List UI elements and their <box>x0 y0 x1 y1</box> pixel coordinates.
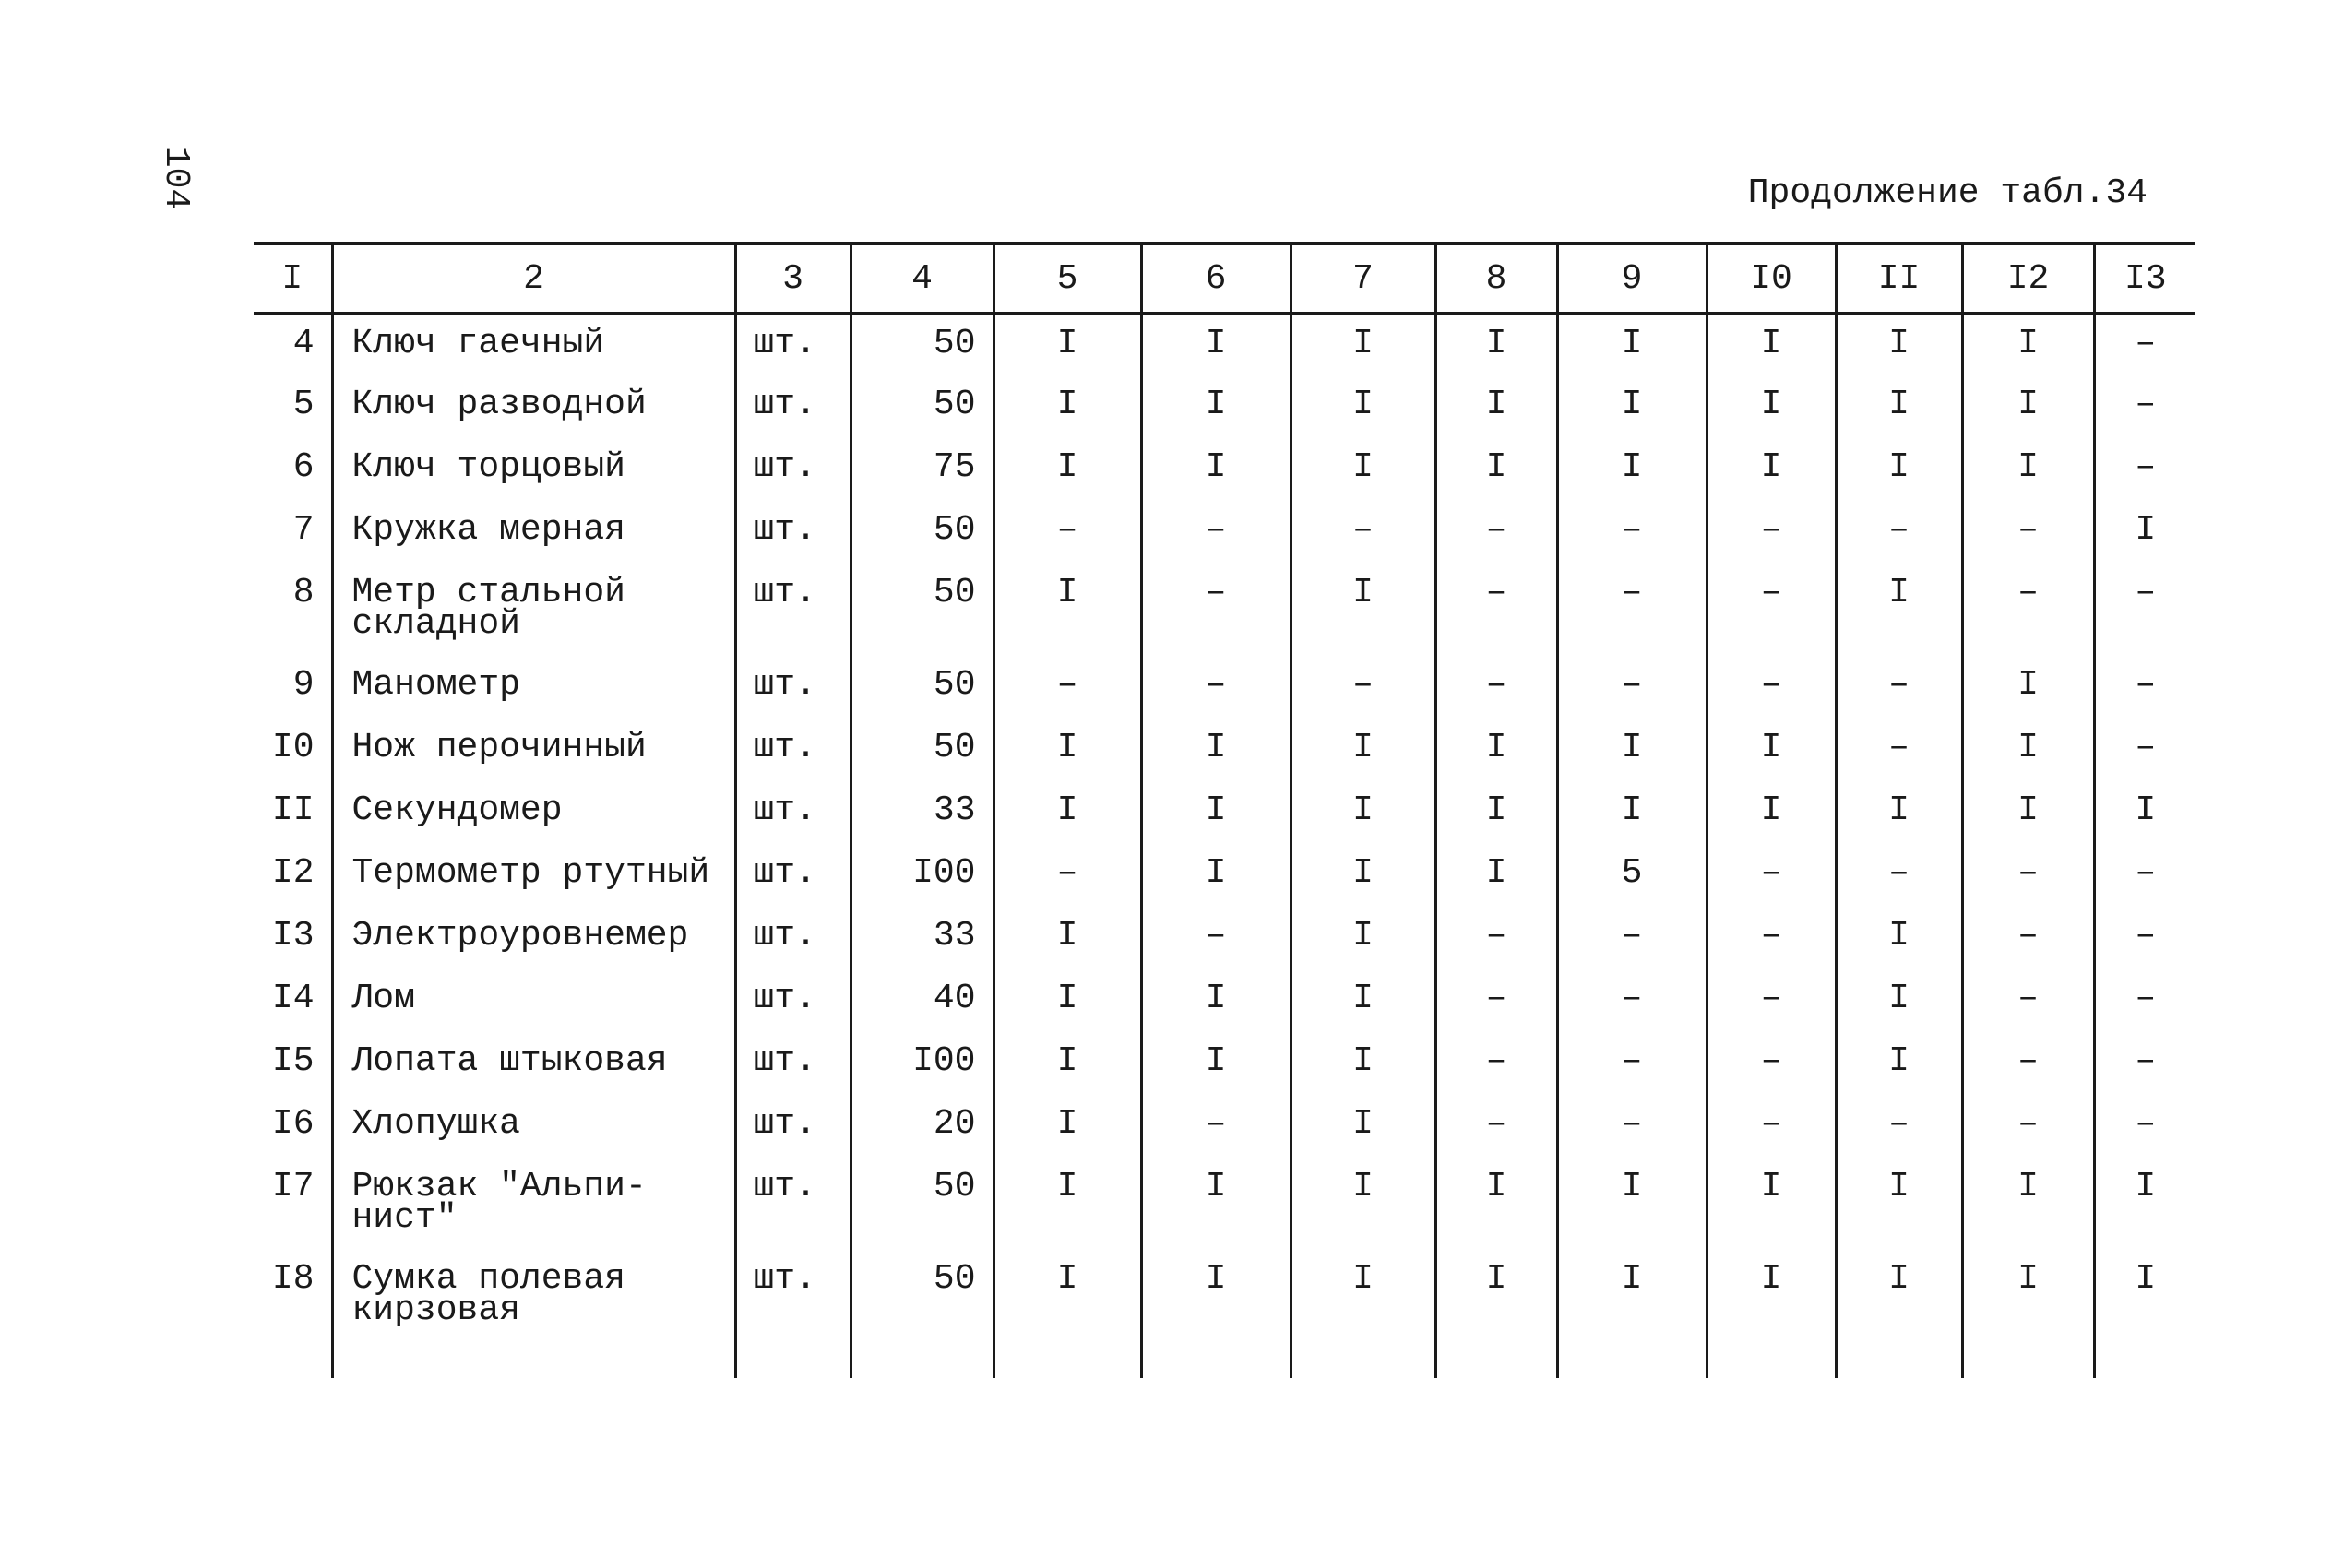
value-cell: I <box>1707 1251 1836 1378</box>
value-cell: I <box>1435 782 1557 845</box>
column-header: I3 <box>2094 244 2195 314</box>
table-row <box>254 502 2195 564</box>
column-header: 5 <box>993 244 1141 314</box>
item-name: Лом <box>332 970 735 1033</box>
unit-cell: шт. <box>735 782 851 845</box>
value-cell: I <box>1962 1158 2094 1251</box>
unit-cell: шт. <box>735 719 851 782</box>
quantity-cell: 40 <box>851 970 993 1033</box>
value-cell: I <box>1291 908 1435 970</box>
value-cell: – <box>1141 908 1291 970</box>
quantity-cell: 50 <box>851 719 993 782</box>
value-cell: I <box>993 564 1141 657</box>
quantity-cell: I00 <box>851 845 993 908</box>
value-cell: – <box>1141 657 1291 719</box>
column-header: 6 <box>1141 244 1291 314</box>
value-cell: – <box>1435 502 1557 564</box>
value-cell: – <box>1707 657 1836 719</box>
value-cell: – <box>1435 657 1557 719</box>
value-cell: – <box>1962 1033 2094 1096</box>
item-name: Лопата штыковая <box>332 1033 735 1096</box>
value-cell: I <box>1291 1096 1435 1158</box>
item-name: Рюкзак "Альпи-нист" <box>332 1158 735 1251</box>
value-cell: I <box>1141 376 1291 439</box>
value-cell: I <box>1141 1251 1291 1378</box>
value-cell: I <box>1962 376 2094 439</box>
value-cell: I <box>1836 376 1962 439</box>
column-header: II <box>1836 244 1962 314</box>
value-cell: I <box>1557 376 1707 439</box>
value-cell: – <box>993 502 1141 564</box>
value-cell: – <box>2094 970 2195 1033</box>
row-number: I6 <box>271 1104 315 1144</box>
table-row <box>254 845 2195 908</box>
column-header: I0 <box>1707 244 1836 314</box>
value-cell: – <box>1707 845 1836 908</box>
row-number: I5 <box>271 1041 315 1081</box>
column-header: 9 <box>1557 244 1707 314</box>
unit-cell: шт. <box>735 1033 851 1096</box>
value-cell: I <box>1141 970 1291 1033</box>
value-cell: I <box>1962 657 2094 719</box>
value-cell: I <box>1291 439 1435 502</box>
column-header: 7 <box>1291 244 1435 314</box>
column-header: I <box>281 258 303 299</box>
row-number: I2 <box>271 853 315 893</box>
value-cell: I <box>1291 1158 1435 1251</box>
value-cell: I <box>1707 719 1836 782</box>
value-cell: I <box>1557 719 1707 782</box>
table-row <box>254 970 2195 1033</box>
table-row <box>254 314 2195 376</box>
quantity-cell: 50 <box>851 564 993 657</box>
value-cell: I <box>1962 719 2094 782</box>
table-row <box>254 439 2195 502</box>
value-cell: I <box>1291 376 1435 439</box>
value-cell: – <box>1707 1096 1836 1158</box>
value-cell: I <box>1836 439 1962 502</box>
column-header: 4 <box>851 244 993 314</box>
table-row <box>254 782 2195 845</box>
value-cell: I <box>1435 1251 1557 1378</box>
row-number: 7 <box>292 510 315 550</box>
value-cell: – <box>2094 657 2195 719</box>
value-cell: I <box>1141 845 1291 908</box>
value-cell: I <box>993 314 1141 376</box>
table-row <box>254 1158 2195 1251</box>
value-cell: I <box>1962 1251 2094 1378</box>
value-cell: I <box>993 719 1141 782</box>
value-cell: – <box>1707 502 1836 564</box>
value-cell: – <box>2094 908 2195 970</box>
value-cell: I <box>2094 502 2195 564</box>
quantity-cell: 50 <box>851 376 993 439</box>
value-cell: I <box>1557 314 1707 376</box>
value-cell: – <box>2094 1033 2195 1096</box>
row-number: 9 <box>292 665 315 705</box>
value-cell: I <box>1291 1251 1435 1378</box>
value-cell: I <box>1291 845 1435 908</box>
item-name: Хлопушка <box>332 1096 735 1158</box>
value-cell: I <box>1557 1251 1707 1378</box>
value-cell: – <box>1435 908 1557 970</box>
table-row <box>254 719 2195 782</box>
value-cell: I <box>993 782 1141 845</box>
value-cell: – <box>1557 564 1707 657</box>
value-cell: – <box>1707 564 1836 657</box>
row-number: 8 <box>292 573 315 612</box>
value-cell: – <box>1557 657 1707 719</box>
value-cell: I <box>1141 782 1291 845</box>
value-cell: I <box>1962 314 2094 376</box>
value-cell: – <box>1707 1033 1836 1096</box>
header-row <box>254 244 2195 314</box>
row-number: 5 <box>292 385 315 424</box>
table-row <box>254 376 2195 439</box>
value-cell: I <box>1962 439 2094 502</box>
unit-cell: шт. <box>735 657 851 719</box>
value-cell: – <box>2094 314 2195 376</box>
value-cell: I <box>1707 439 1836 502</box>
value-cell: I <box>993 376 1141 439</box>
value-cell: I <box>1557 782 1707 845</box>
value-cell: I <box>1836 1251 1962 1378</box>
unit-cell: шт. <box>735 314 851 376</box>
value-cell: I <box>1836 564 1962 657</box>
quantity-cell: 75 <box>851 439 993 502</box>
table-row <box>254 1033 2195 1096</box>
value-cell: – <box>2094 376 2195 439</box>
value-cell: I <box>2094 1158 2195 1251</box>
table-row <box>254 908 2195 970</box>
value-cell: I <box>1291 314 1435 376</box>
table-row <box>254 657 2195 719</box>
value-cell: I <box>1836 1033 1962 1096</box>
value-cell: I <box>993 970 1141 1033</box>
item-name: Метр стальной складной <box>332 564 735 657</box>
value-cell: – <box>1836 502 1962 564</box>
quantity-cell: 50 <box>851 657 993 719</box>
value-cell: I <box>993 1096 1141 1158</box>
value-cell: – <box>2094 845 2195 908</box>
unit-cell: шт. <box>735 1096 851 1158</box>
value-cell: – <box>1707 908 1836 970</box>
item-name: Нож перочинный <box>332 719 735 782</box>
value-cell: – <box>1435 1033 1557 1096</box>
value-cell: I <box>1707 314 1836 376</box>
unit-cell: шт. <box>735 1251 851 1378</box>
value-cell: I <box>1836 782 1962 845</box>
value-cell: – <box>1291 502 1435 564</box>
value-cell: I <box>2094 782 2195 845</box>
value-cell: 5 <box>1557 845 1707 908</box>
value-cell: I <box>1836 908 1962 970</box>
value-cell: I <box>1836 970 1962 1033</box>
quantity-cell: 20 <box>851 1096 993 1158</box>
table-body <box>254 314 2195 1378</box>
item-name: Секундомер <box>332 782 735 845</box>
column-header: 8 <box>1435 244 1557 314</box>
column-header: 3 <box>735 244 851 314</box>
unit-cell: шт. <box>735 970 851 1033</box>
value-cell: – <box>1962 908 2094 970</box>
row-number: 6 <box>292 447 315 487</box>
column-header: I2 <box>1962 244 2094 314</box>
value-cell: I <box>1141 1033 1291 1096</box>
value-cell: – <box>1435 970 1557 1033</box>
value-cell: – <box>1141 564 1291 657</box>
value-cell: I <box>993 439 1141 502</box>
row-number: II <box>271 790 315 830</box>
value-cell: I <box>1291 719 1435 782</box>
equipment-table <box>254 242 2195 1378</box>
unit-cell: шт. <box>735 502 851 564</box>
value-cell: I <box>1291 1033 1435 1096</box>
value-cell: – <box>1836 719 1962 782</box>
unit-cell: шт. <box>735 1158 851 1251</box>
value-cell: I <box>1141 1158 1291 1251</box>
item-name: Термометр ртутный <box>332 845 735 908</box>
value-cell: – <box>1962 502 2094 564</box>
value-cell: I <box>1707 376 1836 439</box>
row-number: I4 <box>271 979 315 1018</box>
value-cell: I <box>993 908 1141 970</box>
item-name: Ключ разводной <box>332 376 735 439</box>
page-number: 104 <box>156 146 196 210</box>
value-cell: I <box>1435 376 1557 439</box>
value-cell: I <box>1557 1158 1707 1251</box>
value-cell: I <box>1291 564 1435 657</box>
column-header: 2 <box>332 244 735 314</box>
item-name: Манометр <box>332 657 735 719</box>
value-cell: – <box>1141 502 1291 564</box>
value-cell: I <box>1141 439 1291 502</box>
value-cell: – <box>1557 1096 1707 1158</box>
value-cell: – <box>1557 908 1707 970</box>
value-cell: I <box>1435 439 1557 502</box>
value-cell: I <box>1557 439 1707 502</box>
value-cell: I <box>1836 314 1962 376</box>
value-cell: – <box>993 657 1141 719</box>
value-cell: – <box>1836 1096 1962 1158</box>
quantity-cell: 50 <box>851 1251 993 1378</box>
value-cell: – <box>1435 1096 1557 1158</box>
quantity-cell: 33 <box>851 908 993 970</box>
table-row <box>254 564 2195 657</box>
value-cell: I <box>1141 719 1291 782</box>
value-cell: I <box>993 1158 1141 1251</box>
value-cell: I <box>1435 845 1557 908</box>
item-name: Ключ торцовый <box>332 439 735 502</box>
value-cell: – <box>1962 564 2094 657</box>
value-cell: – <box>2094 564 2195 657</box>
value-cell: I <box>1707 782 1836 845</box>
value-cell: I <box>1291 970 1435 1033</box>
value-cell: – <box>1141 1096 1291 1158</box>
value-cell: – <box>2094 1096 2195 1158</box>
value-cell: I <box>2094 1251 2195 1378</box>
value-cell: – <box>993 845 1141 908</box>
unit-cell: шт. <box>735 376 851 439</box>
value-cell: I <box>1291 782 1435 845</box>
value-cell: – <box>1962 970 2094 1033</box>
value-cell: – <box>1557 1033 1707 1096</box>
unit-cell: шт. <box>735 564 851 657</box>
table-row <box>254 1096 2195 1158</box>
value-cell: I <box>1836 1158 1962 1251</box>
quantity-cell: 33 <box>851 782 993 845</box>
value-cell: – <box>1435 564 1557 657</box>
item-name: Электроуровнемер <box>332 908 735 970</box>
unit-cell: шт. <box>735 439 851 502</box>
value-cell: – <box>1962 845 2094 908</box>
table-caption: Продолжение табл.34 <box>1747 173 2148 213</box>
item-name: Ключ гаечный <box>332 314 735 376</box>
quantity-cell: 50 <box>851 502 993 564</box>
quantity-cell: 50 <box>851 1158 993 1251</box>
value-cell: – <box>1962 1096 2094 1158</box>
value-cell: I <box>1707 1158 1836 1251</box>
value-cell: I <box>993 1033 1141 1096</box>
table-row <box>254 1251 2195 1378</box>
row-number: I7 <box>271 1167 315 1206</box>
item-name: Сумка полевая кирзовая <box>332 1251 735 1378</box>
value-cell: – <box>1291 657 1435 719</box>
value-cell: I <box>1435 1158 1557 1251</box>
value-cell: – <box>1557 970 1707 1033</box>
row-number: I3 <box>271 916 315 956</box>
quantity-cell: I00 <box>851 1033 993 1096</box>
row-number: I8 <box>271 1259 315 1299</box>
value-cell: – <box>1836 657 1962 719</box>
value-cell: – <box>1557 502 1707 564</box>
value-cell: – <box>1836 845 1962 908</box>
item-name: Кружка мерная <box>332 502 735 564</box>
row-number: 4 <box>292 324 315 363</box>
row-number: I0 <box>271 728 315 767</box>
value-cell: – <box>1707 970 1836 1033</box>
value-cell: I <box>993 1251 1141 1378</box>
quantity-cell: 50 <box>851 314 993 376</box>
unit-cell: шт. <box>735 908 851 970</box>
value-cell: I <box>1962 782 2094 845</box>
unit-cell: шт. <box>735 845 851 908</box>
value-cell: – <box>2094 719 2195 782</box>
value-cell: I <box>1435 314 1557 376</box>
value-cell: – <box>2094 439 2195 502</box>
value-cell: I <box>1435 719 1557 782</box>
value-cell: I <box>1141 314 1291 376</box>
